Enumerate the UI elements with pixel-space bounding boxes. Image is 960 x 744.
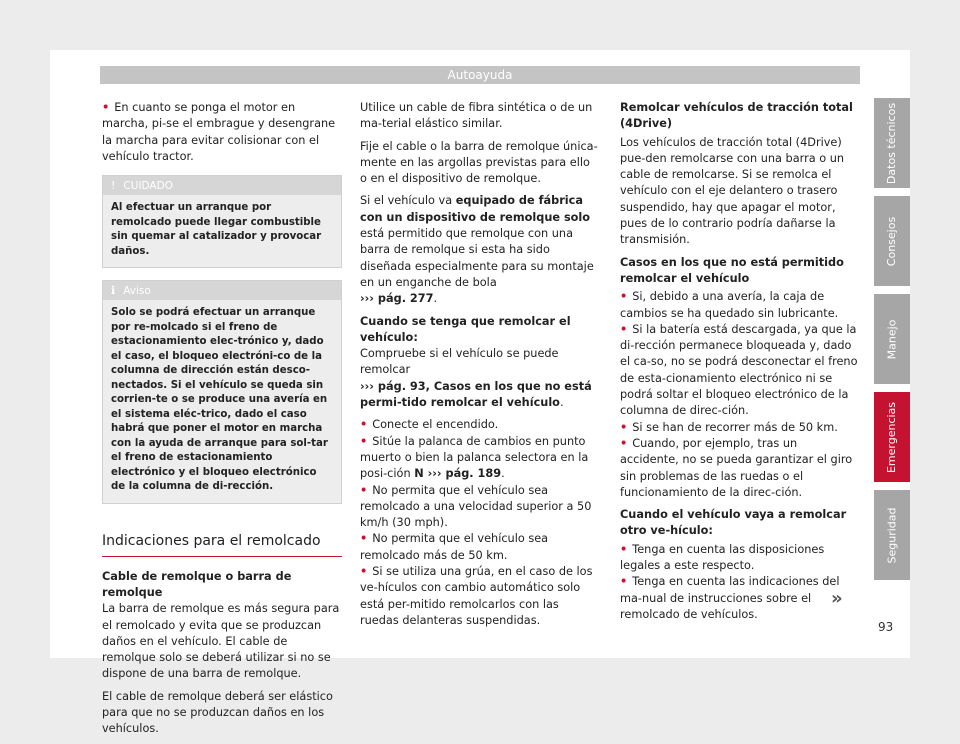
paragraph: El cable de remolque deberá ser elástico para que no se produzcan daños en los vehículos. xyxy=(102,689,333,736)
note-text: Solo se podrá efectuar un arranque por re-molcado si el freno de estacionamiento elec-trónico y, dado el caso, el bloqueo electróni-co de la columna de dirección están desco-nectados. Si el vehículo se queda sin corrien-te o se produce una avería en el sistema eléc-trico, dado el caso habrá que poner el motor en marcha con la ayuda de arranque para sol-tar el freno de estacionamiento electrónico y el bloqueo electrónico de la columna de di-rección. xyxy=(103,300,341,503)
tab-seguridad[interactable] xyxy=(874,490,910,580)
tab-manejo[interactable] xyxy=(874,294,910,384)
subheading: Cable de remolque o barra de remolque xyxy=(102,569,292,599)
paragraph: Utilice un cable de fibra sintética o de un ma-terial elástico similar. xyxy=(360,101,593,131)
bullet-item: • Si se han de recorrer más de 50 km. xyxy=(620,420,858,436)
text-span: Compruebe si el vehículo se puede remolcar xyxy=(360,347,559,377)
bullet-item: • Tenga en cuenta las indicaciones del ma-nual de instrucciones sobre el remolcado de vehículos. xyxy=(620,574,858,623)
bullet-item xyxy=(360,434,600,483)
alert-icon: ! xyxy=(111,179,116,193)
subheading: Casos en los que no está permitido remolcar el vehículo xyxy=(620,255,844,285)
tab-consejos[interactable] xyxy=(874,196,910,286)
bullet-item: • Si la batería está descargada, ya que la di-rección permanece bloqueada y, dado el ca-so, no se podrá desconectar el freno de esta-cionamiento electrónico ni se podrá soltar el bloqueo electrónico de la columna de direc-ción. xyxy=(620,322,858,420)
continue-arrow: » xyxy=(831,588,843,609)
section-title: Indicaciones para el remolcado xyxy=(102,532,342,557)
tab-emergencias[interactable] xyxy=(874,392,910,482)
info-icon: ℹ xyxy=(111,284,116,298)
note-header xyxy=(103,281,341,300)
bullet-item: • Si, debido a una avería, la caja de cambios se ha quedado sin lubricante. xyxy=(620,289,858,322)
tab-label: Manejo xyxy=(885,319,899,359)
bullet-item: • Tenga en cuenta las disposiciones legales a este respecto. xyxy=(620,542,858,575)
bullet-item: • No permita que el vehículo sea remolcado más de 50 km. xyxy=(360,531,600,564)
caution-header xyxy=(103,176,341,195)
note-box xyxy=(102,280,342,504)
text-span: está permitido que remolque con una barra de remolque si esta ha sido diseñada especialmente para su montaje en un enganche de bola xyxy=(360,227,594,289)
subheading: Remolcar vehículos de tracción total (4Drive) xyxy=(620,101,853,131)
page-header: Autoayuda xyxy=(100,66,860,84)
bullet-item: • No permita que el vehículo sea remolcado a una velocidad superior a 50 km/h (30 mph). xyxy=(360,483,600,532)
subheading: Cuando el vehículo vaya a remolcar otro ve-hículo: xyxy=(620,508,847,538)
text-span: . xyxy=(433,292,438,306)
caution-box xyxy=(102,175,342,268)
column-1 xyxy=(102,100,342,744)
page-number: 93 xyxy=(878,620,894,634)
note-label: Aviso xyxy=(123,285,151,298)
paragraph: Fije el cable o la barra de remolque única-mente en las argollas previstas para ello o en el dispositivo de remolque. xyxy=(360,139,598,186)
paragraph xyxy=(360,346,600,411)
page-reference-link[interactable]: N ››› pág. 189 xyxy=(414,467,502,481)
bullet-item: • Conecte el encendido. xyxy=(360,417,600,433)
caution-label: CUIDADO xyxy=(123,180,173,193)
bullet-item: • Cuando, por ejemplo, tras un accidente, no se pueda garantizar el giro sin problemas de las ruedas o el funcionamiento de la direc-ción. xyxy=(620,436,858,501)
text-span: Si el vehículo va xyxy=(360,194,456,208)
column-3 xyxy=(620,100,858,623)
paragraph xyxy=(360,193,600,307)
subheading: Cuando se tenga que remolcar el vehículo: xyxy=(360,314,571,344)
paragraph: La barra de remolque es más segura para el remolcado y evita que se produzcan daños en el vehículo. El cable de remolque solo se deberá utilizar si no se dispone de una barra de remolque. xyxy=(102,602,340,681)
text-span: . xyxy=(501,467,505,481)
tab-datos-tecnicos[interactable] xyxy=(874,98,910,188)
tab-label: Consejos xyxy=(885,216,899,266)
bold-span: equipado de fábrica con un dispositivo de remolque solo xyxy=(360,194,591,224)
bullet-item: • En cuanto se ponga el motor en marcha, pi-se el embrague y desengrane la marcha para evitar colisionar con el vehículo tractor. xyxy=(102,100,342,165)
tab-label: Seguridad xyxy=(885,507,899,563)
bullet-item: • Si se utiliza una grúa, en el caso de los ve-hículos con cambio automático solo está per-mitido remolcarlos con las ruedas delanteras suspendidas. xyxy=(360,564,600,629)
caution-text: Al efectuar un arranque por remolcado puede llegar combustible sin quemar al catalizador y provocar daños. xyxy=(103,195,341,267)
text-span: Sitúe la palanca de cambios en punto muerto o bien la palanca selectora en la posi-ción xyxy=(360,434,589,481)
tab-label: Datos técnicos xyxy=(885,102,899,184)
page-reference-link[interactable]: ››› pág. 93, Casos en los que no está permi-tido remolcar el vehículo xyxy=(360,379,592,410)
column-2 xyxy=(360,100,600,629)
paragraph: Los vehículos de tracción total (4Drive) pue-den remolcarse con una barra o un cable de remolcarse. Si se remolca el vehículo con el eje delantero o trasero suspendido, hay que apagar el motor, pues de lo contrario podría dañarse la transmisión. xyxy=(620,135,845,247)
page-reference-link[interactable]: ››› pág. 277 xyxy=(360,292,434,306)
tab-label: Emergencias xyxy=(885,401,899,473)
text-span: . xyxy=(559,396,564,410)
